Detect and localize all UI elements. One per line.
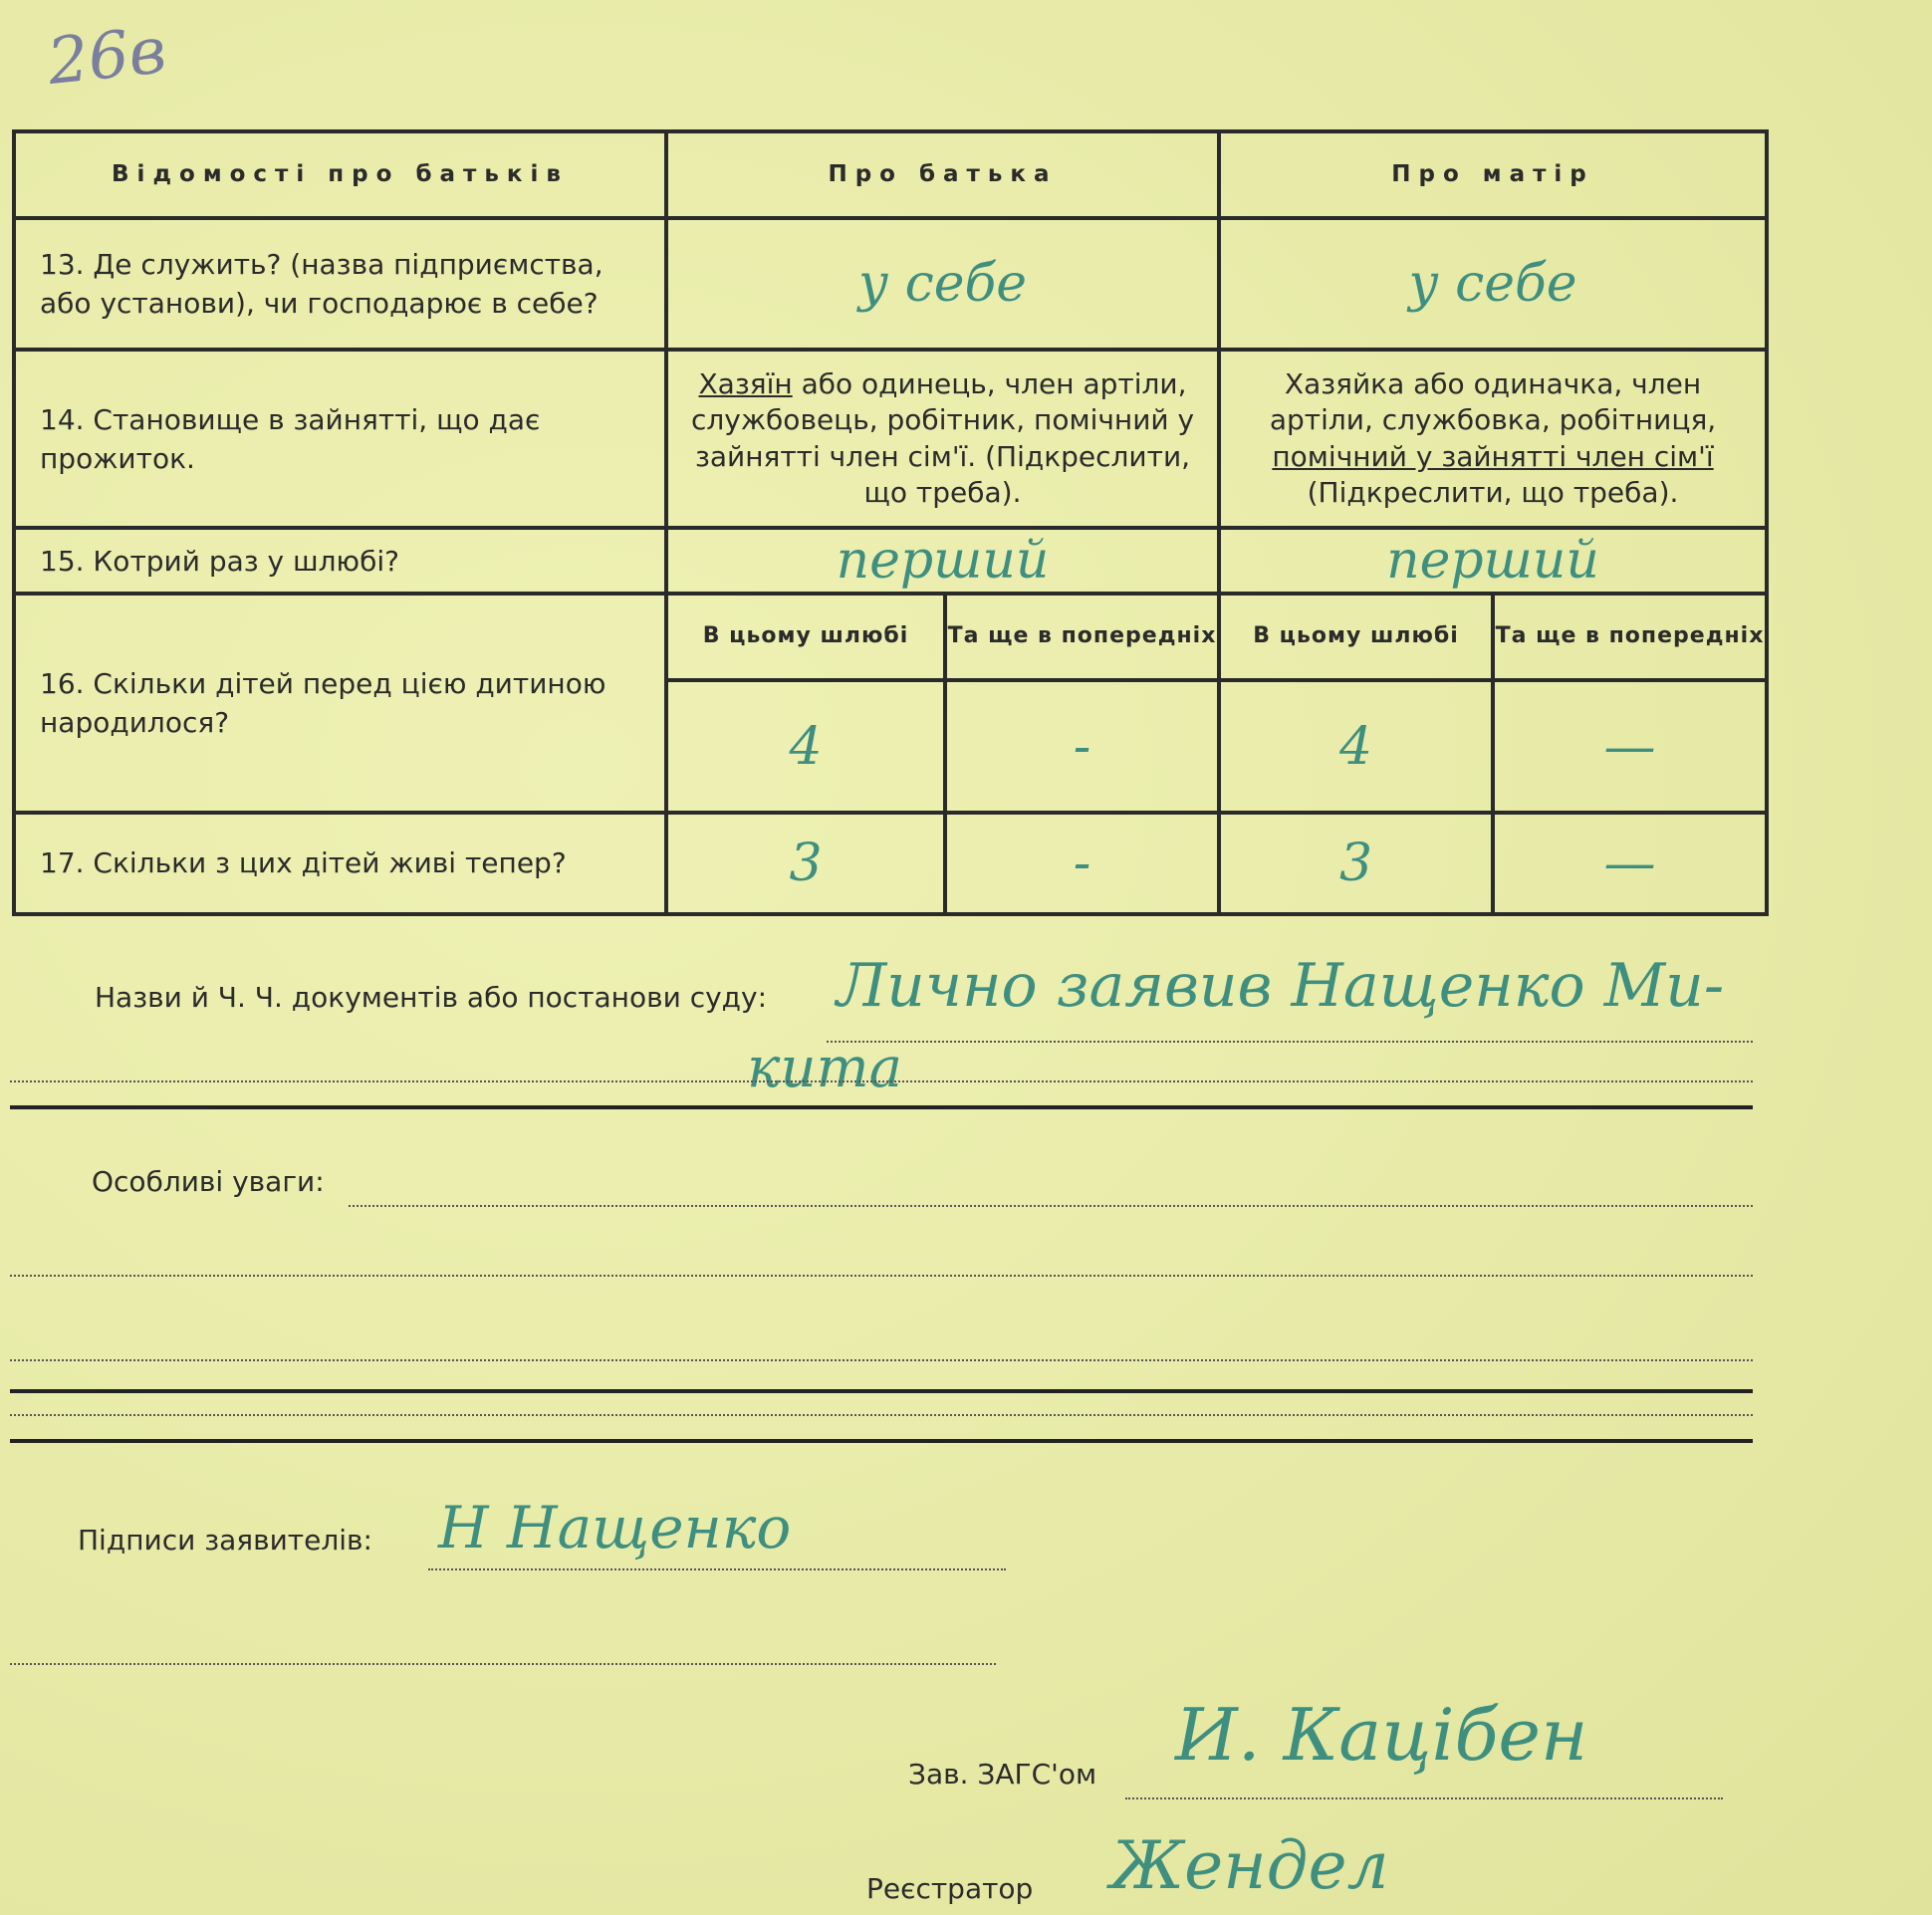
q17-father-this: 3 <box>666 813 945 914</box>
q17-label: 17. Скільки з цих дітей живі тепер? <box>14 813 666 914</box>
corner-note: 26в <box>44 13 170 101</box>
q13-father-value: у себе <box>666 218 1219 351</box>
q13-mother-value: у себе <box>1219 218 1767 351</box>
zags-dotline <box>1125 1797 1723 1799</box>
signatures-label: Підписи заявителів: <box>78 1524 372 1556</box>
divider-2 <box>10 1389 1753 1393</box>
documents-value-line1: Лично заявив Нащенко Ми- <box>837 951 1725 1021</box>
q14-mother-options <box>1219 350 1767 528</box>
row-q17 <box>14 813 1767 914</box>
remarks-label: Особливі уваги: <box>92 1165 325 1198</box>
registrar-label: Реєстратор <box>866 1872 1034 1905</box>
signatures-dotline-2 <box>10 1663 996 1665</box>
row-q16-subheaders <box>14 594 1767 680</box>
q16-father-prev: - <box>945 680 1219 813</box>
documents-value-line2: кита <box>747 1036 902 1100</box>
remarks-dotline-1 <box>349 1205 1753 1207</box>
registrar-signature: Жендел <box>1110 1827 1389 1904</box>
signatures-dotline-1 <box>428 1568 1006 1570</box>
q14-mother-tail: (Підкреслити, що треба). <box>1307 476 1679 510</box>
q13-label: 13. Де служить? (назва підприємства, або установи), чи господарює в себе? <box>14 218 666 351</box>
q15-father-value: перший <box>666 528 1219 594</box>
documents-dotline-2 <box>10 1080 1753 1082</box>
q14-mother-lead: Хазяйка або одиначка, член артіли, службовка, робітниця, <box>1269 366 1717 437</box>
divider-3 <box>10 1439 1753 1443</box>
q14-father-rest: або одинець, член артіли, службовець, робітник, помічний у зайнятті член сім'ї. (Підкреслити, що треба). <box>690 366 1195 510</box>
remarks-dotline-3 <box>10 1359 1753 1361</box>
zags-label: Зав. ЗАГС'ом <box>908 1758 1097 1791</box>
q16-mother-sub-prev: Та ще в попередніх <box>1493 594 1767 680</box>
q16-label: 16. Скільки дітей перед цією дитиною народилося? <box>14 594 666 812</box>
documents-label: Назви й Ч. Ч. документів або постанови суду: <box>95 981 768 1014</box>
header-parents-info: Відомості про батьків <box>14 131 666 218</box>
q14-father-selected: Хазяїн <box>698 366 793 400</box>
q16-father-sub-prev: Та ще в попередніх <box>945 594 1219 680</box>
q16-mother-prev: — <box>1493 680 1767 813</box>
remarks-dotline-2 <box>10 1275 1753 1277</box>
q15-label: 15. Котрий раз у шлюбі? <box>14 528 666 594</box>
parents-info-table <box>12 129 1769 916</box>
documents-dotline-1 <box>827 1041 1753 1043</box>
zags-signature: И. Кацібен <box>1175 1693 1588 1777</box>
row-q15 <box>14 528 1767 594</box>
applicant-signature: Н Нащенко <box>438 1494 792 1561</box>
remarks-dotline-4 <box>10 1414 1753 1416</box>
q14-mother-selected: помічний у зайнятті член сім'ї <box>1272 439 1714 473</box>
header-mother: Про матір <box>1219 131 1767 218</box>
header-father: Про батька <box>666 131 1219 218</box>
row-q14 <box>14 350 1767 528</box>
q14-label: 14. Становище в зайнятті, що дає прожиток. <box>14 350 666 528</box>
q16-father-this: 4 <box>666 680 945 813</box>
divider-1 <box>10 1105 1753 1109</box>
q16-father-sub-this: В цьому шлюбі <box>666 594 945 680</box>
q14-father-options <box>666 350 1219 528</box>
q15-mother-value: перший <box>1219 528 1767 594</box>
q17-father-prev: - <box>945 813 1219 914</box>
q17-mother-prev: — <box>1493 813 1767 914</box>
table-header-row <box>14 131 1767 218</box>
row-q13 <box>14 218 1767 351</box>
q17-mother-this: 3 <box>1219 813 1493 914</box>
q16-mother-sub-this: В цьому шлюбі <box>1219 594 1493 680</box>
q16-mother-this: 4 <box>1219 680 1493 813</box>
